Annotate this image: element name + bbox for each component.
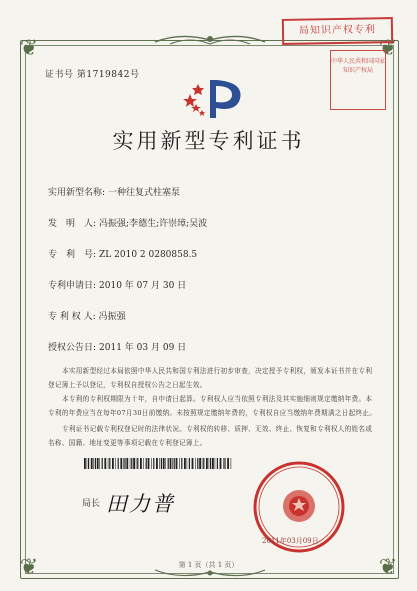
barcode-bar [172,458,173,469]
barcode-bar [220,458,222,469]
corner-ornament-top-right: ❦ [378,36,398,61]
field-value: 一种往复式柱塞泵 [108,188,181,198]
barcode-bar [227,458,229,469]
director-signature: 田力普 [106,492,175,516]
field-label: 专 利 号: [48,250,97,260]
field-label: 授权公告日: [48,343,97,353]
barcode-bar [199,458,201,469]
barcode-bar [148,458,150,469]
barcode-bar [133,458,135,469]
barcode-bar [143,458,144,469]
barcode-bar [104,458,106,469]
page-footer: 第 1 页（共 1 页） [178,561,239,569]
body-paragraph-register: 专利证书记载专利权登记时的法律状况。专利权的转移、质押、无效、终止、恢复和专利权人的姓名或名称、国籍、地址变更等事项记载在专利登记簿上。 [48,425,373,447]
barcode-bar [88,458,89,469]
barcode-bar [123,458,124,469]
barcode-bar [108,458,109,469]
field-inventors [48,216,207,229]
field-application-date [48,278,186,291]
barcode-bar [93,458,94,469]
barcode-bar [87,458,88,469]
barcode-bar [102,458,103,469]
barcode-bar [181,458,182,469]
barcode-bar [165,458,166,469]
barcode-bar [170,458,172,469]
barcode-bar [224,458,225,469]
barcode-bar [223,458,224,469]
barcode-bar [112,458,114,469]
ribbon-stamp: 中华人民共和国国家知识产权局 [330,50,386,110]
field-patentee [48,309,126,322]
field-value: 2010 年 07 月 30 日 [99,281,187,291]
field-grant-date [48,340,186,353]
barcode-bar [187,458,188,469]
corner-ornament-bottom-left: ❦ [19,555,39,580]
barcode-bar [115,458,116,469]
field-utility-model-name [48,185,180,198]
barcode-bar [202,458,203,469]
barcode-bar [124,458,125,469]
barcode-bar [209,458,210,469]
barcode-bar [215,458,216,469]
corner-ornament-top-left: ❦ [19,36,39,61]
barcode-bar [91,458,93,469]
barcode-bar [84,458,86,469]
barcode-bar [156,458,158,469]
top-floral-ornament [150,30,270,50]
field-value: 2011 年 03 月 09 日 [99,343,187,353]
field-label: 专 利 权 人: [48,312,96,322]
barcode-bar [197,458,198,469]
body-paragraph-term: 本专利的专利权期限为十年，自申请日起算。专利权人应当依照专利法及其实施细则规定缴纳年费。本专利的年费应当在每年07月30日前缴纳。未按照规定缴纳年费的，专利权自应当缴纳年费期满之日起终止。 [48,395,377,417]
barcode-bar [203,458,204,469]
barcode-bar [212,458,214,469]
field-patent-number [48,247,197,260]
barcode-bar [130,458,131,469]
director-label: 局长 [82,499,101,509]
body-paragraph-grant: 本实用新型经过本局依照中华人民共和国专利法进行初步审查，决定授予专利权，颁发本证书并在专利登记簿上予以登记，专利权自授权公告之日起生效。 [48,367,373,389]
page-title: 实用新型专利证书 [112,129,305,153]
top-red-stamp: 局知识产权专利 [282,17,393,45]
field-label: 发 明 人: [48,219,97,229]
barcode-bar [184,458,186,469]
barcode-bar [131,458,132,469]
barcode-bar [189,458,190,469]
barcode-bar [217,458,218,469]
barcode-bar [231,458,232,469]
barcode-bar [206,458,208,469]
barcode-bar [174,458,175,469]
barcode-bar [179,458,180,469]
barcode-bar [151,458,152,469]
patent-office-logo [182,72,246,122]
barcode-bar [210,458,211,469]
barcode-bar [153,458,154,469]
barcode-bar [159,458,160,469]
certificate-number: 证书号 第1719842号 [45,70,140,80]
barcode-bar [163,458,165,469]
barcode-bar [99,458,100,469]
field-label: 专利申请日: [48,281,97,291]
seal-date: 2011年03月09日 [262,537,319,545]
barcode-bar [95,458,96,469]
corner-ornament-bottom-right: ❦ [378,555,398,580]
barcode-bar [137,458,138,469]
barcode-bar [176,458,178,469]
barcode-bar [195,458,196,469]
field-value: ZL 2010 2 0280858.5 [99,250,198,260]
barcode-bar [97,458,99,469]
barcode-bar [140,458,142,469]
field-value: 冯振强;李德生;许崇璋;吴波 [99,219,208,229]
field-value: 冯振强 [98,312,126,322]
barcode-bar [120,458,122,469]
barcode-bar [161,458,162,469]
barcode-bar [192,458,194,469]
barcode-bar [126,458,128,469]
barcode-bar [136,458,137,469]
barcode-bar [109,458,110,469]
field-label: 实用新型名称: [48,188,106,198]
barcode-bar [168,458,169,469]
barcode-bar [118,458,119,469]
barcode [84,458,234,469]
barcode-bar [146,458,147,469]
